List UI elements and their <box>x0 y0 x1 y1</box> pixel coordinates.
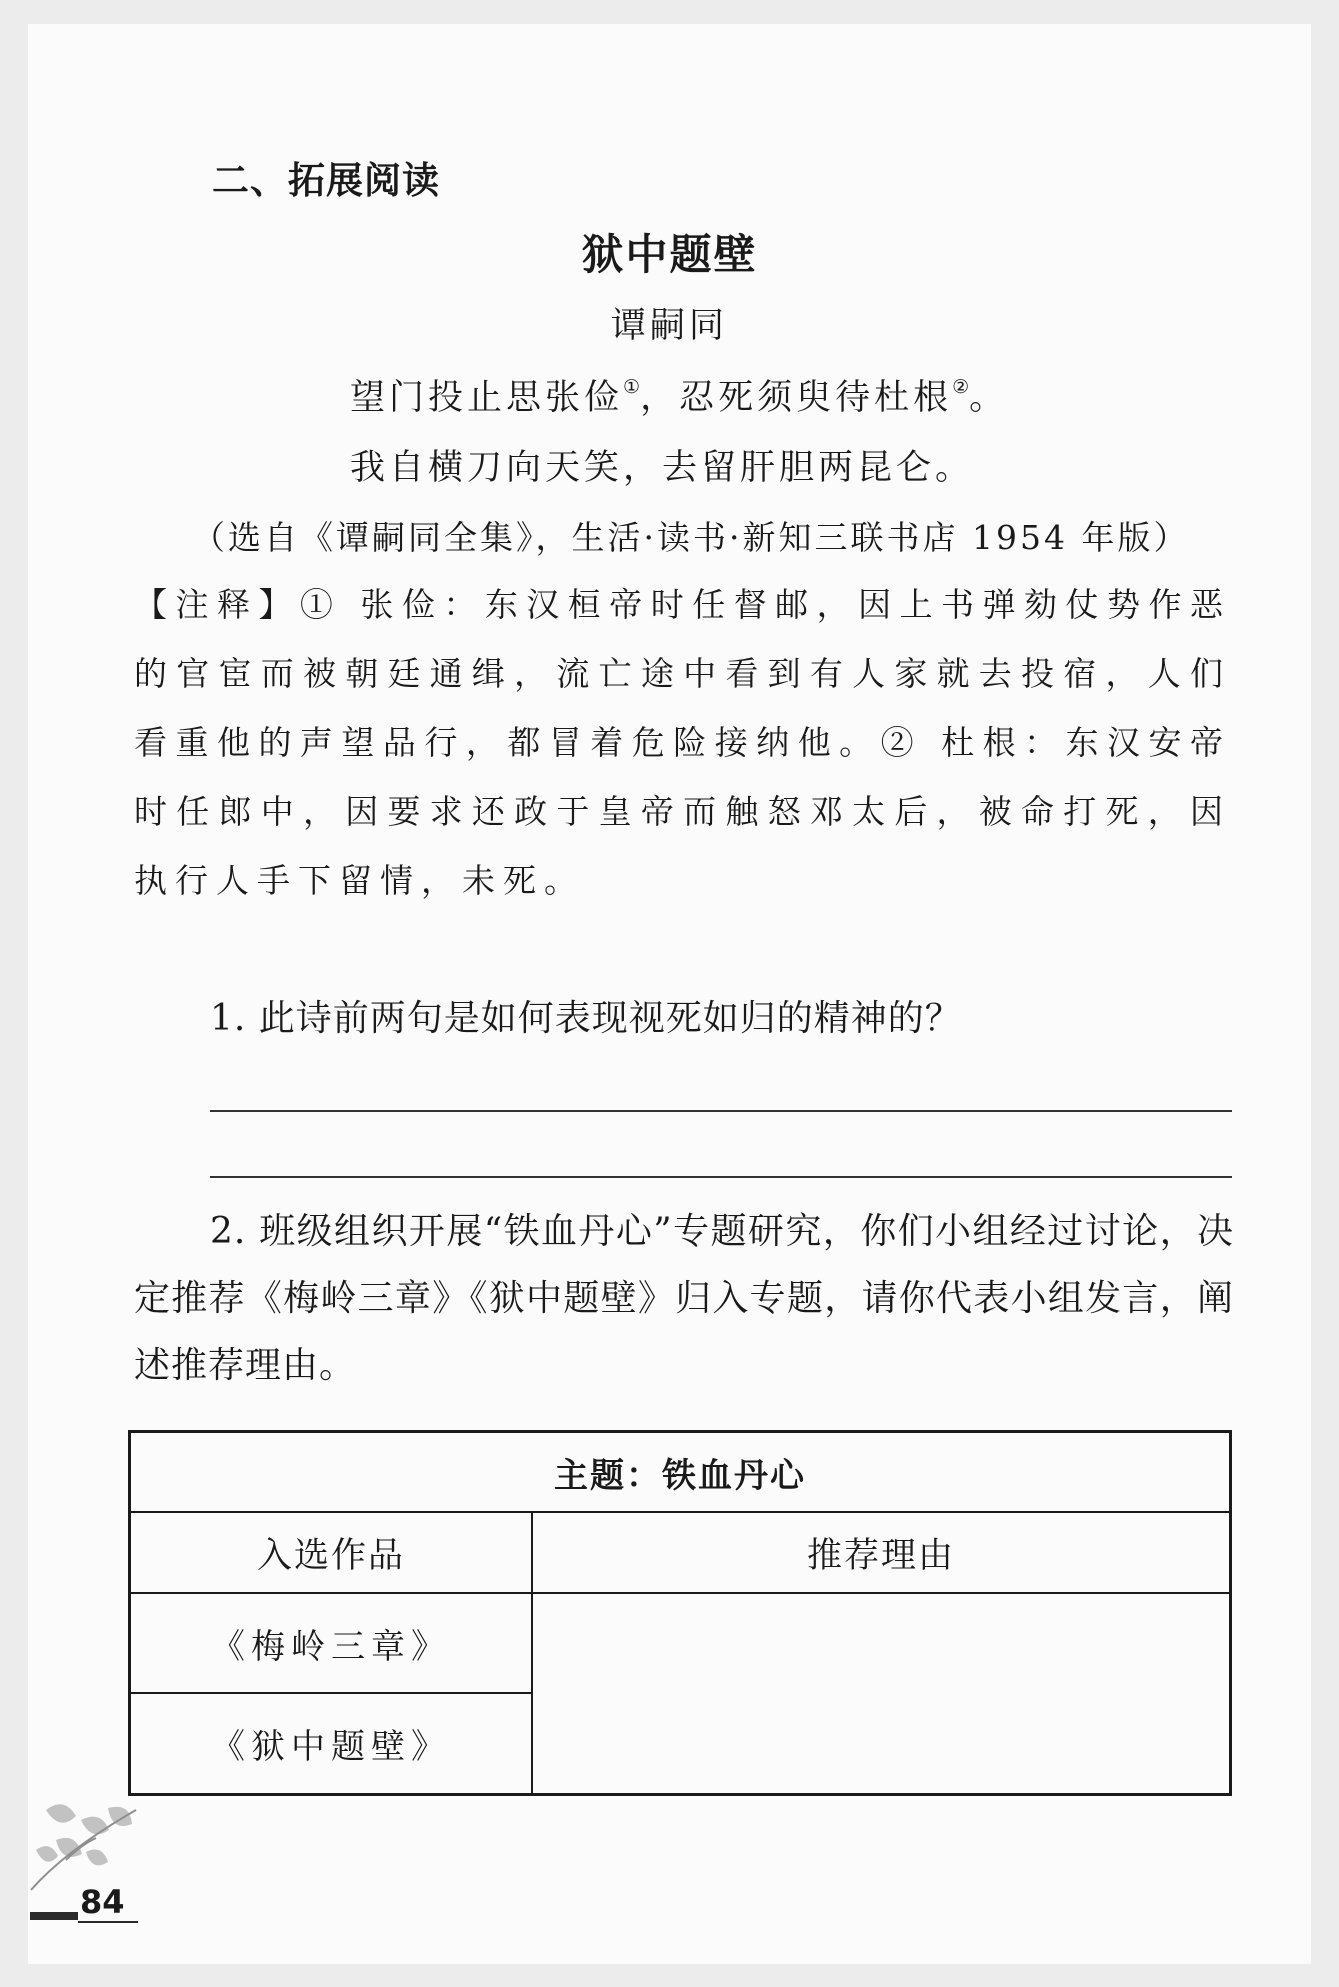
work-cell-2: 《狱中题壁》 <box>130 1693 533 1794</box>
annotations: 【注释】① 张俭：东汉桓帝时任督邮，因上书弹劾仗势作恶的官宦而被朝廷通缉，流亡途中看到有人家就去投宿，人们看重他的声望品行，都冒着危险接纳他。② 杜根：东汉安帝时任郎中，因要求还政于皇帝而触怒邓太后，被命打死，因执行人手下留情，未死。 <box>134 585 1231 900</box>
question-2: 2. 班级组织开展“铁血丹心”专题研究，你们小组经过讨论，决定推荐《梅岭三章》《狱中题壁》归入专题，请你代表小组发言，阐述推荐理由。 <box>134 1211 1234 1386</box>
poem-line-2: 我自横刀向天笑，去留肝胆两昆仑。 <box>350 448 975 488</box>
footnote-ref-2: ② <box>952 376 970 398</box>
theme-table <box>128 1430 1232 1796</box>
poem-author: 谭嗣同 <box>610 306 728 346</box>
page-number-bar <box>30 1912 78 1920</box>
section-heading: 二、拓展阅读 <box>212 159 440 202</box>
column-header-reason: 推荐理由 <box>532 1512 1231 1592</box>
poem-line-1-part-c: 。 <box>969 378 1009 418</box>
column-header-works: 入选作品 <box>130 1512 533 1592</box>
reason-answer-cell[interactable] <box>532 1593 1231 1795</box>
work-cell-1: 《梅岭三章》 <box>130 1593 533 1694</box>
poem-title: 狱中题壁 <box>581 230 758 279</box>
answer-line-1[interactable] <box>210 1110 1232 1112</box>
poem-source: （选自《谭嗣同全集》，生活·读书·新知三联书店 1954 年版） <box>192 518 1190 557</box>
footnote-ref-1: ① <box>623 376 641 398</box>
page-number-underline <box>78 1921 138 1923</box>
table-theme-header: 主题：铁血丹心 <box>130 1432 1231 1513</box>
poem-line-1-part-a: 望门投止思张俭 <box>350 378 624 418</box>
page-number: 84 <box>80 1883 125 1921</box>
poem-line-1-part-b: ，忍死须臾待杜根 <box>640 378 953 418</box>
question-1: 1. 此诗前两句是如何表现视死如归的精神的？ <box>210 998 962 1039</box>
poem-line-1 <box>350 370 1008 420</box>
answer-line-2[interactable] <box>210 1176 1232 1178</box>
